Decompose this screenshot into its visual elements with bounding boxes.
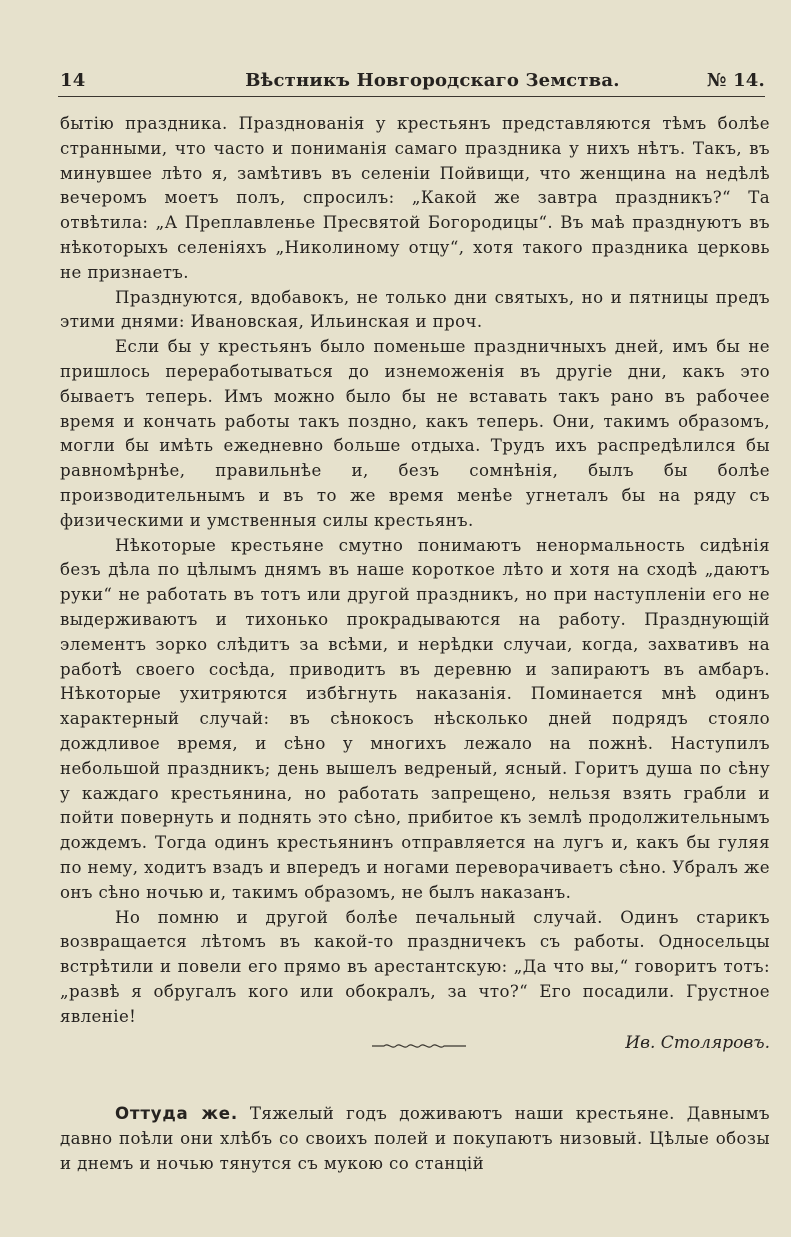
issue-number: № 14. [706,70,765,91]
section-gap [60,1059,770,1102]
paragraph: Нѣкоторые крестьяне смутно понимаютъ ненормальность сидѣнія безъ дѣла по цѣлымъ днямъ въ наше короткое лѣто и хотя на сходѣ „даютъ руки“ не работать въ тотъ или другой праздникъ, но при наступленіи его не выдерживаютъ и тихонько прокрадываются на работу. Празднующій элементъ зорко слѣдитъ за всѣми, и нерѣдки случаи, когда, захвативъ на работѣ своего сосѣда, приводитъ въ деревню и запираютъ въ амбаръ. Нѣкоторые ухитряются избѣгнуть наказанія. Поминается мнѣ одинъ характерный случай: въ сѣнокосъ нѣсколько дней подрядъ стояло дождливое время, и сѣно у многихъ лежало на пожнѣ. Наступилъ небольшой праздникъ; день вышелъ ведреный, ясный. Горитъ душа по сѣну у каждаго крестьянина, но работать запрещено, нельзя взять грабли и пойти повернуть и поднять это сѣно, прибитое къ землѣ продолжительнымъ дождемъ. Тогда одинъ крестьянинъ отправляется на лугъ и, какъ бы гуляя по нему, ходитъ взадъ и впередъ и ногами переворачиваетъ сѣно. Убралъ же онъ сѣно ночью и, такимъ образомъ, не былъ наказанъ. [60,535,770,902]
section-lead: Оттуда же. [115,1104,238,1124]
page-header [60,64,765,92]
header-rule [58,96,765,97]
paragraph: Если бы у крестьянъ было поменьше праздничныхъ дней, имъ бы не пришлось переработываться до изнеможенія въ другіе дни, какъ это бываетъ теперь. Имъ можно было бы не вставать такъ рано въ рабочее время и кончать работы такъ поздно, какъ теперь. Они, такимъ образомъ, могли бы имѣть ежедневно больше отдыха. Трудъ ихъ распредѣлился бы равномѣрнѣе, правильнѣе и, безъ сомнѣнія, былъ бы болѣе производительнымъ и въ то же время менѣе угнеталъ бы на ряду съ физическими и умственныя силы крестьянъ. [60,337,770,530]
squiggle-ornament [370,1041,468,1051]
section-text: Тяжелый годъ доживаютъ наши крестьяне. Давнымъ давно поѣли они хлѣбъ со своихъ полей и покупаютъ низовый. Цѣлые обозы и днемъ и ночью тянутся съ мукою со станцій [60,1104,770,1174]
author-signature: Ив. Столяровъ. [625,1033,770,1054]
journal-title: Вѣстникъ Новгородскаго Земства. [245,70,620,91]
paragraph: Празднуются, вдобавокъ, не только дни святыхъ, но и пятницы предъ этими днями: Ивановская, Ильинская и проч. [60,287,770,332]
signature-row [60,1033,770,1059]
article-body [60,112,770,1177]
paragraph-section-2 [60,1102,770,1176]
paragraph: Но помню и другой болѣе печальный случай. Одинъ старикъ возвращается лѣтомъ въ какой-то праздничекъ съ работы. Односельцы встрѣтили и повели его прямо въ арестантскую: „Да что вы,“ говоритъ тотъ: „развѣ я обругалъ кого или обокралъ, за что?“ Его посадили. Грустное явленіе! [60,907,770,1026]
paragraph: бытію праздника. Празднованія у крестьянъ представляются тѣмъ болѣе странными, что часто и пониманія самаго праздника у нихъ нѣтъ. Такъ, въ минувшее лѣто я, замѣтивъ въ селеніи Пойвищи, что женщина на недѣлѣ вечеромъ моетъ полъ, спросилъ: „Какой же завтра праздникъ?“ Та отвѣтила: „А Преплавленье Пресвятой Богородицы“. Въ маѣ празднуютъ въ нѣкоторыхъ селеніяхъ „Николиному отцу“, хотя такого праздника церковь не признаетъ. [60,114,770,282]
page-number: 14 [60,70,86,91]
